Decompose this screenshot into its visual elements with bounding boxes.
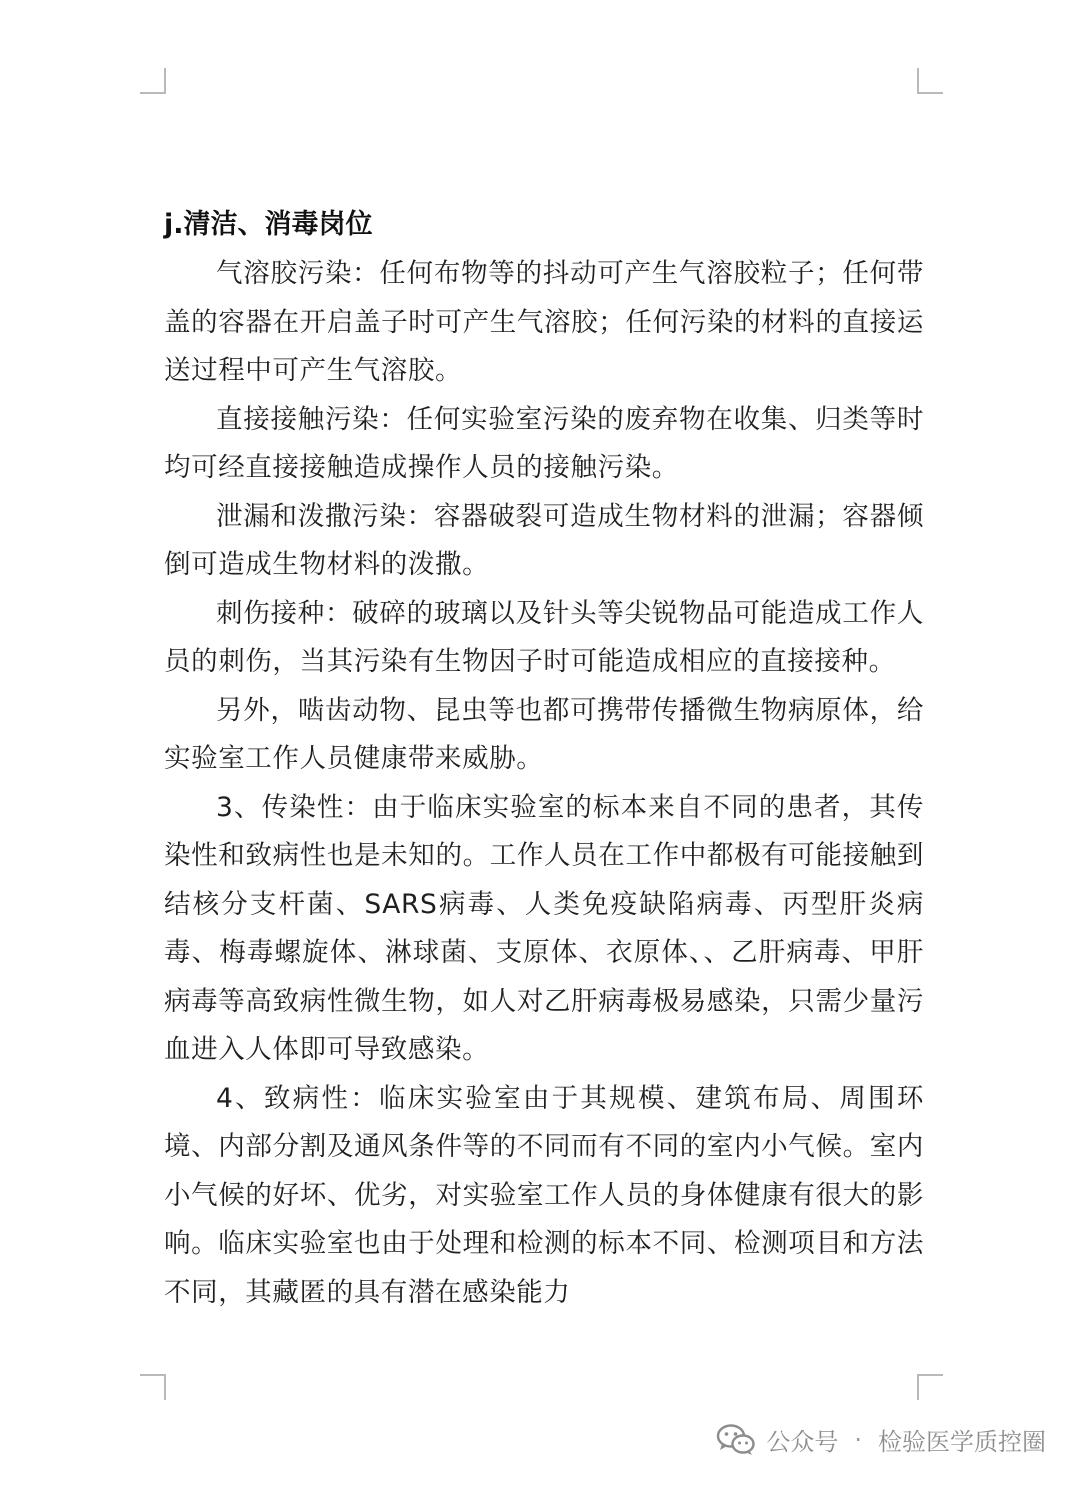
wechat-icon — [716, 1423, 756, 1457]
paragraph-puncture: 刺伤接种：破碎的玻璃以及针头等尖锐物品可能造成工作人员的刺伤，当其污染有生物因子时可能造成相应的直接接种。 — [164, 597, 924, 677]
watermark-label: 公众号 — [766, 1428, 839, 1456]
paragraph-aerosol: 气溶胶污染：任何布物等的抖动可产生气溶胶粒子；任何带盖的容器在开启盖子时可产生气溶胶；任何污染的材料的直接运送过程中可产生气溶胶。 — [164, 258, 924, 386]
paragraph-pathogenicity: 4、致病性：临床实验室由于其规模、建筑布局、周围环境、内部分割及通风条件等的不同而有不同的室内小气候。室内小气候的好坏、优劣，对实验室工作人员的身体健康有很大的影响。临床实验室也由于处理和检测的标本不同、检测项目和方法不同，其藏匿的具有潜在感染能力 — [164, 1082, 924, 1308]
paragraph-spill: 泄漏和泼撒污染：容器破裂可造成生物材料的泄漏；容器倾倒可造成生物材料的泼撒。 — [164, 500, 924, 580]
paragraph-direct-contact: 直接接触污染：任何实验室污染的废弃物在收集、归类等时均可经直接接触造成操作人员的接触污染。 — [164, 403, 924, 483]
paragraph-infectivity: 3、传染性：由于临床实验室的标本来自不同的患者，其传染性和致病性也是未知的。工作人员在工作中都极有可能接触到结核分支杆菌、SARS病毒、人类免疫缺陷病毒、丙型肝炎病毒、梅毒螺旋体、淋球菌、支原体、衣原体、、乙肝病毒、甲肝病毒等高致病性微生物，如人对乙肝病毒极易感染，只需少量污血进入人体即可导致感染。 — [164, 791, 924, 1065]
document-body — [164, 200, 924, 1317]
watermark — [716, 1422, 1046, 1457]
crop-mark-bottom-right — [917, 1374, 943, 1400]
crop-mark-top-left — [140, 68, 166, 94]
section-heading: j.清洁、消毒岗位 — [164, 209, 373, 240]
watermark-separator: · — [854, 1425, 862, 1454]
crop-mark-top-right — [917, 68, 943, 94]
crop-mark-bottom-left — [140, 1374, 166, 1400]
watermark-account: 检验医学质控圈 — [878, 1428, 1046, 1456]
paragraph-rodents: 另外，啮齿动物、昆虫等也都可携带传播微生物病原体，给实验室工作人员健康带来威胁。 — [164, 694, 924, 774]
